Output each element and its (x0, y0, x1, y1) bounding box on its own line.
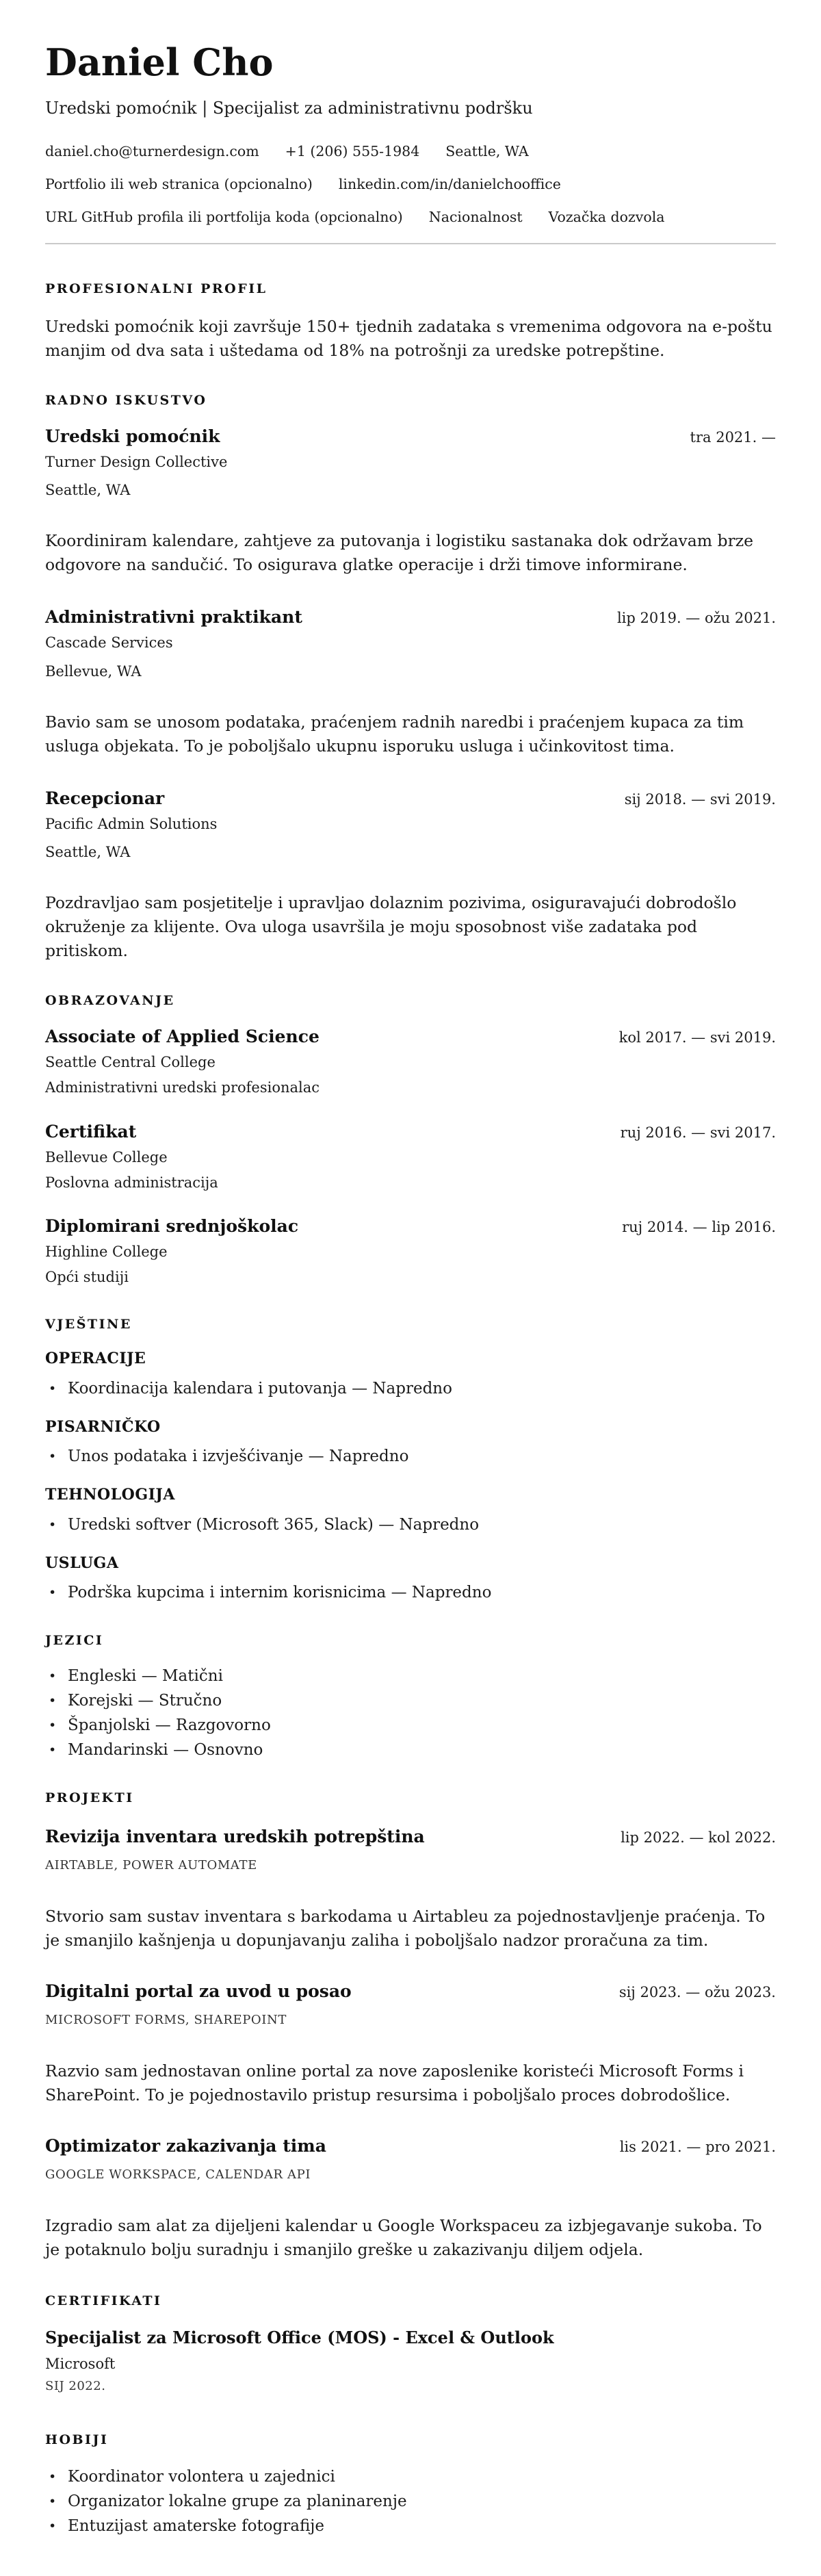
section-certifications (45, 2293, 776, 2395)
experience-entry (45, 607, 776, 758)
contact-linkedin: linkedin.com/in/danielchooffice (338, 175, 561, 192)
degree-dates: ruj 2016. — svi 2017. (620, 1124, 776, 1141)
degree-title: Associate of Applied Science (45, 1027, 320, 1047)
project-technologies: AIRTABLE, POWER AUTOMATE (45, 1857, 257, 1872)
skill-item: • Uredski softver (Microsoft 365, Slack) — Napredno (45, 1515, 776, 1535)
language-item: • Mandarinski — Osnovno (45, 1740, 776, 1760)
profile-text: Uredski pomoćnik koji završuje 150+ tjednih zadataka s vremenima odgovora na e-poštu manjim od dva sata i uštedama od 18% na potrošnji za uredske potrepštine. (45, 316, 772, 360)
experience-title-row (45, 607, 776, 628)
contact-nationality: Nacionalnost (428, 208, 523, 225)
contact-location: Seattle, WA (445, 143, 529, 160)
job-dates: tra 2021. — (690, 428, 776, 446)
education-title-row (45, 1122, 776, 1142)
skill-group (45, 1418, 776, 1467)
project-technologies: GOOGLE WORKSPACE, CALENDAR API (45, 2167, 311, 2182)
section-languages (45, 1633, 776, 1760)
job-location: Bellevue, WA (45, 662, 142, 680)
job-company: Turner Design Collective (45, 453, 228, 470)
certification-entry (45, 2328, 776, 2394)
header-divider (45, 243, 776, 244)
field-of-study: Opći studiji (45, 1269, 129, 1286)
skill-list (45, 1447, 776, 1467)
section-profile (45, 281, 776, 363)
contact-drivers-license: Vozačka dozvola (548, 208, 665, 225)
project-title-row (45, 2136, 776, 2156)
skill-list (45, 1379, 776, 1399)
skill-group (45, 1554, 776, 1603)
project-dates: lis 2021. — pro 2021. (619, 2138, 776, 2155)
project-entry (45, 1981, 776, 2107)
contact-email: daniel.cho@turnerdesign.com (45, 143, 259, 160)
skills-heading: VJEŠTINE (45, 1316, 132, 1332)
job-company: Cascade Services (45, 634, 173, 652)
hobby-item: • Entuzijast amaterske fotografije (45, 2516, 776, 2536)
project-technologies: MICROSOFT FORMS, SHAREPOINT (45, 2012, 287, 2027)
experience-entry (45, 788, 776, 964)
contact-portfolio: Portfolio ili web stranica (opcionalno) (45, 175, 313, 192)
experience-title-row (45, 426, 776, 447)
job-location: Seattle, WA (45, 482, 131, 499)
education-title-row (45, 1027, 776, 1047)
job-description: Pozdravljao sam posjetitelje i upravljao dolaznim pozivima, osiguravajući dobrodošlo okruženje za klijente. Ova uloga usavršila je moju sposobnost više zadataka pod pritiskom. (45, 893, 737, 961)
education-entry (45, 1122, 776, 1192)
project-title: Optimizator zakazivanja tima (45, 2135, 326, 2156)
job-dates: lip 2019. — ožu 2021. (616, 610, 776, 627)
language-item: • Engleski — Matični (45, 1666, 776, 1686)
project-title: Revizija inventara uredskih potrepština (45, 1826, 425, 1846)
candidate-subtitle: Uredski pomoćnik | Specijalist za administrativnu podršku (45, 99, 533, 118)
job-description: Bavio sam se unosom podataka, praćenjem radnih naredbi i praćenjem kupaca za tim usluga objekata. To je poboljšalo ukupnu isporuku usluga i učinkovitost tima. (45, 712, 744, 756)
hobby-item: • Koordinator volontera u zajednici (45, 2467, 776, 2487)
section-hobbies (45, 2432, 776, 2536)
section-education (45, 993, 776, 1286)
project-description: Izgradio sam alat za dijeljeni kalendar u Google Workspaceu za izbjegavanje sukoba. To je potaknulo bolju suradnju i smanjilo greške u zakazivanju diljem odjela. (45, 2215, 762, 2259)
projects-heading: PROJEKTI (45, 1790, 134, 1805)
certification-issuer: Microsoft (45, 2356, 116, 2373)
project-title-row (45, 1827, 776, 1847)
school-name: Highline College (45, 1244, 168, 1261)
hobby-list (45, 2467, 776, 2536)
language-item: • Korejski — Stručno (45, 1691, 776, 1711)
section-projects (45, 1790, 776, 2262)
project-description: Stvorio sam sustav inventara s barkodama u Airtableu za pojednostavljenje praćenja. To je smanjilo kašnjenja u dopunjavanju zaliha i poboljšalo nadzor proračuna za tim. (45, 1906, 766, 1950)
certification-date: SIJ 2022. (45, 2379, 106, 2394)
degree-title: Diplomirani srednjoškolac (45, 1216, 299, 1237)
contact-row-1 (45, 143, 776, 160)
skill-category: TEHNOLOGIJA (45, 1486, 175, 1504)
project-entry (45, 1827, 776, 1953)
section-experience (45, 393, 776, 963)
job-description: Koordiniram kalendare, zahtjeve za putovanja i logistiku sastanaka dok održavam brze odgovore na sandučić. To osigurava glatke operacije i drži timove informirane. (45, 531, 754, 575)
skill-category: USLUGA (45, 1554, 119, 1572)
languages-heading: JEZICI (45, 1632, 104, 1648)
project-dates: sij 2023. — ožu 2023. (618, 1983, 776, 2000)
skill-item: • Unos podataka i izvješćivanje — Napredno (45, 1447, 776, 1467)
education-entry (45, 1027, 776, 1097)
degree-title: Certifikat (45, 1121, 137, 1142)
project-dates: lip 2022. — kol 2022. (621, 1829, 776, 1846)
skill-group (45, 1486, 776, 1534)
skill-item: • Podrška kupcima i internim korisnicima — Napredno (45, 1583, 776, 1603)
job-title: Recepcionar (45, 788, 165, 808)
contact-row-3 (45, 209, 776, 226)
language-list (45, 1666, 776, 1760)
education-title-row (45, 1216, 776, 1237)
profile-heading: PROFESIONALNI PROFIL (45, 281, 268, 297)
project-entry (45, 2136, 776, 2262)
project-description: Razvio sam jednostavan online portal za nove zaposlenike koristeći Microsoft Forms i SharePoint. To je pojednostavilo pristup resursima i poboljšalo proces dobrodošlice. (45, 2061, 744, 2104)
skill-group (45, 1350, 776, 1398)
skill-category: OPERACIJE (45, 1350, 146, 1368)
skill-list (45, 1515, 776, 1535)
job-company: Pacific Admin Solutions (45, 815, 218, 832)
experience-title-row (45, 788, 776, 809)
contact-github: URL GitHub profila ili portfolija koda (opcionalno) (45, 208, 403, 225)
project-title-row (45, 1981, 776, 2002)
school-name: Seattle Central College (45, 1054, 216, 1071)
skill-category: PISARNIČKO (45, 1417, 161, 1436)
experience-heading: RADNO ISKUSTVO (45, 392, 207, 408)
experience-entry (45, 426, 776, 578)
language-item: • Španjolski — Razgovorno (45, 1716, 776, 1736)
project-title: Digitalni portal za uvod u posao (45, 1981, 352, 2001)
job-location: Seattle, WA (45, 844, 131, 861)
field-of-study: Administrativni uredski profesionalac (45, 1079, 320, 1096)
skill-list (45, 1583, 776, 1603)
school-name: Bellevue College (45, 1148, 168, 1165)
resume-header (45, 42, 776, 244)
contact-row-2 (45, 176, 776, 193)
section-skills (45, 1317, 776, 1603)
degree-dates: ruj 2014. — lip 2016. (622, 1219, 776, 1236)
hobby-item: • Organizator lokalne grupe za planinarenje (45, 2492, 776, 2512)
candidate-name: Daniel Cho (45, 40, 274, 84)
education-entry (45, 1216, 776, 1287)
skill-item: • Koordinacija kalendara i putovanja — Napredno (45, 1379, 776, 1399)
certification-title: Specijalist za Microsoft Office (MOS) - Excel & Outlook (45, 2328, 554, 2348)
job-dates: sij 2018. — svi 2019. (624, 790, 776, 808)
job-title: Administrativni praktikant (45, 607, 302, 628)
field-of-study: Poslovna administracija (45, 1174, 218, 1191)
certifications-heading: CERTIFIKATI (45, 2293, 162, 2308)
contact-phone: +1 (206) 555-1984 (285, 143, 420, 160)
hobbies-heading: HOBIJI (45, 2432, 109, 2448)
degree-dates: kol 2017. — svi 2019. (618, 1029, 776, 1046)
education-heading: OBRAZOVANJE (45, 993, 175, 1009)
job-title: Uredski pomoćnik (45, 426, 220, 446)
